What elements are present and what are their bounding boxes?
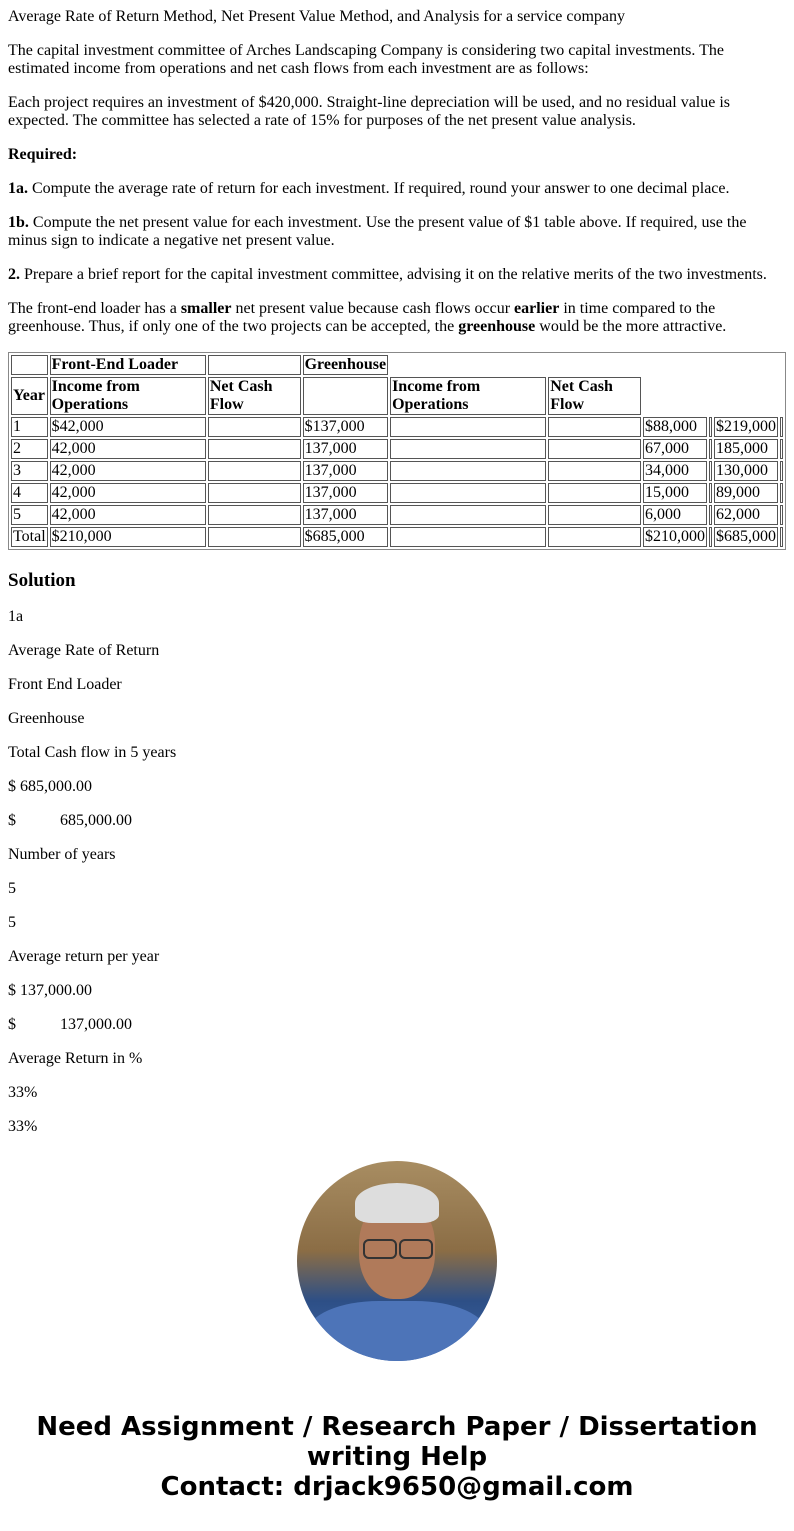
table-cell: $685,000 (714, 527, 778, 547)
solution-line: 5 (8, 880, 16, 897)
table-cell (208, 417, 301, 437)
table-row (11, 483, 783, 503)
intro-text: The capital investment committee of Arches Landscaping Company is considering two capital investments. The estimated income from operations and net cash flows from each investment are as follows: (8, 42, 724, 77)
table-cell: 3 (11, 461, 48, 481)
table-row (11, 461, 783, 481)
table-cell: $137,000 (303, 417, 388, 437)
header-cell: Greenhouse (304, 356, 387, 373)
table-cell (390, 505, 546, 525)
table-cell: $210,000 (644, 528, 705, 545)
spacer-cell (709, 483, 712, 503)
table-cell: 34,000 (643, 461, 707, 481)
table-cell (548, 461, 641, 481)
table-cell: 42,000 (50, 461, 206, 481)
header-cell: Income from Operations (50, 377, 206, 415)
spacer-cell (780, 417, 783, 437)
table-cell: 89,000 (714, 483, 778, 503)
solution-line: Total Cash flow in 5 years (8, 744, 177, 761)
table-cell: $219,000 (714, 417, 778, 437)
question-1b: 1b. Compute the net present value for each investment. Use the present value of $1 table above. If required, use the minus sign to indicate a negative net present value. (8, 214, 747, 249)
table-row (11, 505, 783, 525)
table-cell (390, 483, 546, 503)
spacer-cell (780, 483, 783, 503)
solution-line: Average Rate of Return (8, 642, 160, 659)
page-title: Average Rate of Return Method, Net Present Value Method, and Analysis for a service company (8, 8, 626, 25)
table-cell: 137,000 (303, 505, 388, 525)
table-row (11, 417, 783, 437)
question-2: 2. Prepare a brief report for the capital investment committee, advising it on the relative merits of the two investments. (8, 266, 767, 283)
solution-line: $ 137,000.00 (8, 982, 92, 999)
table-cell (390, 439, 546, 459)
table-cell: 42,000 (50, 483, 206, 503)
required-heading: Required: (8, 146, 78, 163)
footer-banner (0, 1412, 794, 1502)
solution-line: $ 685,000.00 (8, 778, 92, 795)
spacer-cell (780, 439, 783, 459)
cash-flow-table (8, 352, 786, 550)
solution-line: Average return per year (8, 948, 160, 965)
table-cell: $42,000 (50, 417, 206, 437)
table-cell: 2 (11, 439, 48, 459)
table-cell (548, 483, 641, 503)
header-cell: Income from Operations (390, 377, 546, 415)
table-cell: 62,000 (714, 505, 778, 525)
question-1a: 1a. Compute the average rate of return for each investment. If required, round your answer to one decimal place. (8, 180, 730, 197)
solution-body (8, 608, 786, 1153)
table-cell: 137,000 (303, 439, 388, 459)
table-cell (548, 527, 641, 547)
table-cell: 130,000 (714, 461, 778, 481)
table-cell (548, 439, 641, 459)
author-photo (297, 1161, 497, 1361)
header-cell (303, 377, 388, 415)
spacer-cell (709, 417, 712, 437)
spacer-cell (709, 527, 712, 547)
solution-line: 5 (8, 914, 16, 931)
spacer-cell (709, 439, 712, 459)
footer-contact[interactable]: Contact: drjack9650@gmail.com (160, 1472, 634, 1502)
solution-heading: Solution (8, 570, 76, 591)
header-cell: Front-End Loader (50, 355, 206, 375)
spacer-cell (780, 461, 783, 481)
header-cell: Year (11, 377, 48, 415)
spacer-cell (709, 461, 712, 481)
header-cell (208, 355, 301, 375)
header-row-2 (11, 377, 783, 415)
table-cell: 137,000 (303, 461, 388, 481)
solution-line: Average Return in % (8, 1050, 143, 1067)
investment-text: Each project requires an investment of $420,000. Straight-line depreciation will be used, and no residual value is expected. The committee has selected a rate of 15% for purposes of the net present value analysis. (8, 94, 731, 129)
answer-text: The front-end loader has a smaller net present value because cash flows occur earlier in time compared to the greenhouse. Thus, if only one of the two projects can be accepted, the greenhouse would be the more attractive. (8, 300, 727, 335)
table-cell (208, 505, 301, 525)
table-cell (548, 417, 641, 437)
solution-line: $ 685,000.00 (8, 812, 132, 829)
solution-line: 33% (8, 1084, 38, 1101)
table-row (11, 527, 783, 547)
table-cell (390, 461, 546, 481)
table-cell: 5 (11, 505, 48, 525)
table-cell: 137,000 (303, 483, 388, 503)
table-cell (548, 505, 641, 525)
table-cell: $685,000 (303, 527, 388, 547)
table-cell (208, 527, 301, 547)
table-cell: Total (13, 528, 46, 545)
table-cell: 1 (11, 417, 48, 437)
table-cell: 15,000 (643, 483, 707, 503)
solution-line: 33% (8, 1118, 38, 1135)
table-cell: 185,000 (714, 439, 778, 459)
table-cell (208, 439, 301, 459)
spacer-cell (780, 505, 783, 525)
solution-line: Greenhouse (8, 710, 85, 727)
spacer-cell (709, 505, 712, 525)
table-cell: 42,000 (50, 439, 206, 459)
header-row-1 (11, 355, 783, 375)
table-cell: 42,000 (50, 505, 206, 525)
solution-line: Front End Loader (8, 676, 122, 693)
table-cell (208, 483, 301, 503)
table-cell (208, 461, 301, 481)
solution-line: Number of years (8, 846, 116, 863)
header-cell (11, 355, 48, 375)
table-cell (390, 527, 546, 547)
solution-line: $ 137,000.00 (8, 1016, 132, 1033)
table-cell: 4 (11, 483, 48, 503)
table-cell: 67,000 (643, 439, 707, 459)
solution-line: 1a (8, 608, 24, 625)
table-cell: $210,000 (50, 527, 206, 547)
spacer-cell (780, 527, 783, 547)
header-cell: Net Cash Flow (208, 377, 301, 415)
table-cell: 6,000 (643, 505, 707, 525)
footer-help-text: Need Assignment / Research Paper / Dissertation writing Help (36, 1412, 758, 1472)
table-cell (390, 417, 546, 437)
header-cell: Net Cash Flow (548, 377, 641, 415)
table-row (11, 439, 783, 459)
table-cell: $88,000 (643, 417, 707, 437)
